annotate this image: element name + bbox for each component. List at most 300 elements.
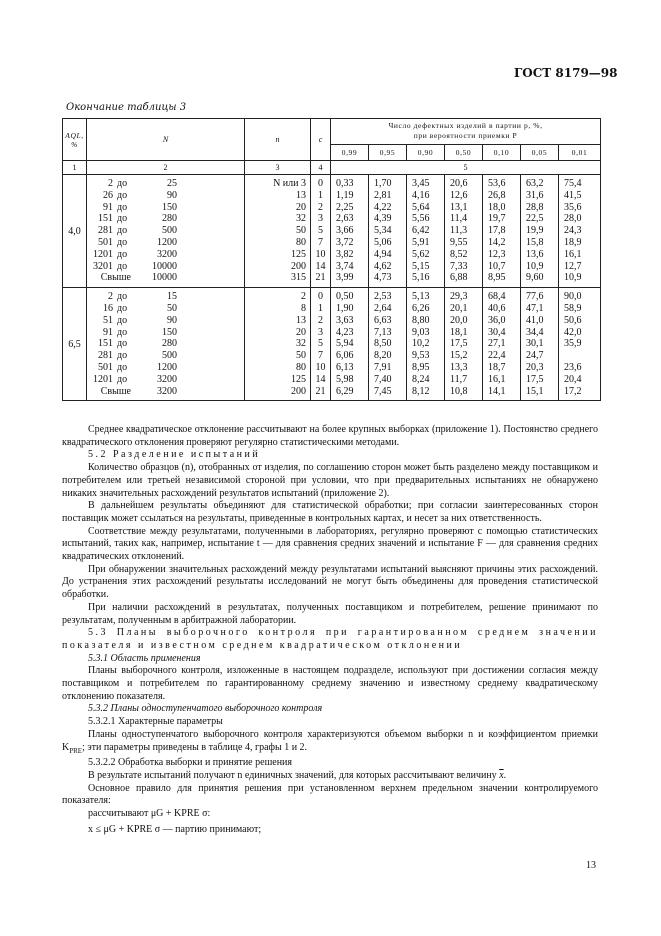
defect-percent: 13,3 xyxy=(450,361,468,373)
range-from: 151 xyxy=(98,338,113,350)
defect-percent: 24,7 xyxy=(526,350,544,362)
defect-percent: 8,52 xyxy=(450,248,468,260)
acceptance-number: 1 xyxy=(318,302,323,314)
defect-percent: 13,6 xyxy=(526,248,544,260)
defect-percent: 14,1 xyxy=(488,385,506,397)
header-probability: 0,10 xyxy=(483,145,521,161)
defect-percent: 19,9 xyxy=(526,225,544,237)
paragraph-part: В результате испытаний получают n единичных значений, для которых рассчитывают величину xyxy=(88,769,500,781)
sample-size: N или 3 xyxy=(273,178,306,189)
range-to: 10000 xyxy=(152,260,177,272)
header-defect-subtitle: при вероятности приемки P xyxy=(413,131,518,140)
page-number: 13 xyxy=(586,860,596,871)
range-from: Свыше xyxy=(100,385,131,397)
defect-percent-column xyxy=(331,288,369,401)
defect-percent: 5,16 xyxy=(412,272,430,284)
range-from: 151 xyxy=(98,213,113,225)
defect-percent: 77,6 xyxy=(526,291,544,303)
defect-percent: 7,13 xyxy=(374,326,392,338)
defect-percent: 7,91 xyxy=(374,361,392,373)
defect-percent: 6,26 xyxy=(412,302,430,314)
section-heading-5-3-1: 5.3.1 Область применения xyxy=(88,652,201,664)
defect-percent: 2,64 xyxy=(374,302,392,314)
defect-percent: 50,6 xyxy=(564,314,582,326)
range-from: 281 xyxy=(98,225,113,237)
lot-size-range xyxy=(87,350,244,362)
acceptance-number: 3 xyxy=(318,326,323,338)
range-word: до xyxy=(117,326,128,338)
header-column-number: 2 xyxy=(87,161,245,175)
header-defect-group xyxy=(331,119,601,145)
defect-percent: 1,70 xyxy=(374,178,392,189)
range-from: 2 xyxy=(108,178,113,189)
defect-percent: 17,2 xyxy=(564,385,582,397)
sample-size: 80 xyxy=(296,361,306,373)
aql-value: 6,5 xyxy=(63,288,87,401)
defect-percent: 68,4 xyxy=(488,291,506,303)
header-probability: 0,01 xyxy=(559,145,601,161)
defect-percent-column xyxy=(369,288,407,401)
header-aql: AQL, % xyxy=(63,119,87,161)
lot-size-range xyxy=(87,237,244,249)
lot-size-range xyxy=(87,249,244,261)
defect-percent: 4,73 xyxy=(374,272,392,284)
defect-percent: 5,91 xyxy=(412,236,430,248)
defect-percent: 3,63 xyxy=(336,314,354,326)
defect-percent: 9,53 xyxy=(412,350,430,362)
defect-percent: 3,72 xyxy=(336,236,354,248)
sample-size: 8 xyxy=(301,302,306,314)
defect-percent: 18,1 xyxy=(450,326,468,338)
formula: x ≤ μG + KPRE σ — партию принимают; xyxy=(88,823,262,835)
aql-value: 4,0 xyxy=(63,175,87,288)
lot-size-range xyxy=(87,261,244,273)
header-probability: 0,05 xyxy=(521,145,559,161)
defect-percent: 5,56 xyxy=(412,213,430,225)
defect-percent: 4,23 xyxy=(336,326,354,338)
paragraph: При наличии расхождений в результатах, полученных поставщиком и потребителем, решение принимают по результатам, полученным в арбитражной лаборатории. xyxy=(62,601,598,626)
range-to: 3200 xyxy=(157,385,177,397)
defect-percent: 47,1 xyxy=(526,302,544,314)
defect-percent: 20,0 xyxy=(450,314,468,326)
defect-percent: 5,13 xyxy=(412,291,430,303)
defect-percent: 53,6 xyxy=(488,178,506,189)
defect-percent: 2,25 xyxy=(336,201,354,213)
defect-percent: 1,19 xyxy=(336,189,354,201)
range-word: до xyxy=(117,373,128,385)
sample-size: 315 xyxy=(291,272,306,284)
defect-percent: 24,3 xyxy=(564,225,582,237)
defect-percent: 8,95 xyxy=(488,272,506,284)
range-word: до xyxy=(117,178,128,189)
defect-percent-column xyxy=(369,175,407,288)
defect-percent-column xyxy=(483,175,521,288)
paragraph-part: . xyxy=(503,769,507,781)
lot-size-range xyxy=(87,272,244,284)
acceptance-number: 1 xyxy=(318,189,323,201)
range-to: 500 xyxy=(162,225,177,237)
defect-percent: 11,3 xyxy=(450,225,468,237)
document-code: ГОСТ 8179—98 xyxy=(514,66,618,80)
lot-size-list xyxy=(87,175,245,288)
paragraph: При обнаружении значительных расхождений между результатами испытаний выясняют причины этих расхождений. До устранения этих расхождений результаты исследований не могут быть объединены для проведения статистической обработки. xyxy=(62,563,598,601)
defect-percent: 3,66 xyxy=(336,225,354,237)
range-to: 10000 xyxy=(152,272,177,284)
x-bar-symbol: $\overline{x}$ xyxy=(499,769,504,781)
defect-percent: 8,50 xyxy=(374,338,392,350)
lot-size-range xyxy=(87,327,244,339)
defect-percent: 9,03 xyxy=(412,326,430,338)
defect-percent: 8,80 xyxy=(412,314,430,326)
range-word: до xyxy=(117,213,128,225)
range-word: до xyxy=(117,248,128,260)
defect-percent: 4,39 xyxy=(374,213,392,225)
lot-size-range xyxy=(87,178,244,190)
range-from: 1201 xyxy=(93,373,113,385)
acceptance-number: 21 xyxy=(315,272,326,284)
defect-percent: 19,7 xyxy=(488,213,506,225)
defect-percent: 2,81 xyxy=(374,189,392,201)
section-heading-5-3: 5.3 Планы выборочного контроля при гарантированном среднем значении показателя и известном среднем квадратическом отклонении xyxy=(62,627,598,651)
defect-percent: 16,1 xyxy=(564,248,582,260)
defect-percent: 4,16 xyxy=(412,189,430,201)
defect-percent: 17,5 xyxy=(450,338,468,350)
defect-percent: 35,6 xyxy=(564,201,582,213)
range-to: 500 xyxy=(162,350,177,362)
defect-percent: 20,4 xyxy=(564,373,582,385)
paragraph: Количество образцов (n), отобранных от изделия, по соглашению сторон может быть разделено между поставщиком и потребителем или третьей независимой стороной при условии, что при предварительных испытаниях не обнаружено никаких значительных расхождений результатов испытаний (приложение 2). xyxy=(62,462,598,499)
defect-percent: 2,63 xyxy=(336,213,354,225)
range-to: 280 xyxy=(162,338,177,350)
defect-percent: 18,9 xyxy=(564,236,582,248)
defect-percent: 34,4 xyxy=(526,326,544,338)
header-column-number: 5 xyxy=(331,161,601,175)
range-word: до xyxy=(117,201,128,213)
sample-size: 13 xyxy=(296,314,306,326)
paragraph: Основное правило для принятия решения при установленном верхнем предельном значении контролируемого показателя: xyxy=(62,782,598,807)
lot-size-range xyxy=(87,213,244,225)
defect-percent: 6,42 xyxy=(412,225,430,237)
defect-percent: 63,2 xyxy=(526,178,544,189)
range-to: 280 xyxy=(162,213,177,225)
paragraph xyxy=(62,729,598,757)
range-word: до xyxy=(117,225,128,237)
sample-size: 50 xyxy=(296,225,306,237)
range-from: 2 xyxy=(108,291,113,303)
range-to: 90 xyxy=(167,314,177,326)
defect-percent: 9,60 xyxy=(526,272,544,284)
defect-percent: 75,4 xyxy=(564,178,582,189)
defect-percent-column xyxy=(483,288,521,401)
defect-percent: 8,95 xyxy=(412,361,430,373)
section-heading-5-2: 5.2 Разделение испытаний xyxy=(88,449,261,461)
range-to: 150 xyxy=(162,201,177,213)
defect-percent: 28,0 xyxy=(564,213,582,225)
range-to: 1200 xyxy=(157,236,177,248)
defect-percent-column xyxy=(331,175,369,288)
lot-size-range xyxy=(87,303,244,315)
defect-percent: 9,55 xyxy=(450,236,468,248)
defect-percent: 10,2 xyxy=(412,338,430,350)
defect-percent: 5,62 xyxy=(412,248,430,260)
range-to: 150 xyxy=(162,326,177,338)
defect-percent-column xyxy=(521,288,559,401)
defect-percent: 1,90 xyxy=(336,302,354,314)
defect-percent: 5,06 xyxy=(374,236,392,248)
section-heading-5-3-2: 5.3.2 Планы одноступенчатого выборочного контроля xyxy=(88,703,323,715)
defect-percent: 5,15 xyxy=(412,260,430,272)
defect-percent: 26,8 xyxy=(488,189,506,201)
defect-percent: 41,5 xyxy=(564,189,582,201)
range-from: 91 xyxy=(103,201,113,213)
defect-percent: 3,99 xyxy=(336,272,354,284)
defect-percent: 18,7 xyxy=(488,361,506,373)
range-word: до xyxy=(117,361,128,373)
sample-size: 80 xyxy=(296,236,306,248)
sample-size: 125 xyxy=(291,373,306,385)
paragraph: В дальнейшем результаты объединяют для статистической обработки; при согласии заинтересованных сторон поставщик может ссылаться на результаты, приведенные в контрольных картах, и несет за них ответственность. xyxy=(62,500,598,524)
range-from: 1201 xyxy=(93,248,113,260)
range-word: до xyxy=(117,302,128,314)
defect-percent: 42,0 xyxy=(564,326,582,338)
defect-percent: 90,0 xyxy=(564,291,582,303)
lot-size-range xyxy=(87,202,244,214)
range-to: 3200 xyxy=(157,373,177,385)
defect-percent: 5,34 xyxy=(374,225,392,237)
defect-percent: 8,12 xyxy=(412,385,430,397)
defect-percent: 3,45 xyxy=(412,178,430,189)
defect-percent: 10,7 xyxy=(488,260,506,272)
range-to: 3200 xyxy=(157,248,177,260)
sample-size: 200 xyxy=(291,385,306,397)
header-column-number: 4 xyxy=(311,161,331,175)
defect-percent: 4,94 xyxy=(374,248,392,260)
header-acceptance-number: c xyxy=(311,119,331,161)
defect-percent: 6,63 xyxy=(374,314,392,326)
defect-percent: 11,7 xyxy=(450,373,468,385)
defect-percent: 7,40 xyxy=(374,373,392,385)
formula: рассчитывают μG + KPRE σ: xyxy=(88,808,211,820)
defect-percent: 0,50 xyxy=(336,291,354,303)
subscript: PRE xyxy=(69,746,83,755)
sample-size: 125 xyxy=(291,248,306,260)
lot-size-list xyxy=(87,288,245,401)
sample-size: 13 xyxy=(296,189,306,201)
lot-size-range xyxy=(87,362,244,374)
defect-percent: 22,4 xyxy=(488,350,506,362)
range-from: 281 xyxy=(98,350,113,362)
paragraph: Соответствие между результатами, полученными в лабораториях, регулярно проверяют с помощью статистических испытаний, таких как, например, испытание t — для сравнения средних значений и испытание F — для сравнения средних квадратических отклонений. xyxy=(62,525,598,563)
defect-percent: 2,53 xyxy=(374,291,392,303)
defect-percent: 7,33 xyxy=(450,260,468,272)
range-from: 26 xyxy=(103,189,113,201)
acceptance-number: 14 xyxy=(315,373,326,385)
defect-percent: 36,0 xyxy=(488,314,506,326)
range-from: 501 xyxy=(98,361,113,373)
lot-size-range xyxy=(87,386,244,398)
range-word: до xyxy=(117,260,128,272)
defect-percent-column xyxy=(521,175,559,288)
defect-percent: 18,0 xyxy=(488,201,506,213)
sample-size-list xyxy=(245,288,311,401)
defect-percent: 3,74 xyxy=(336,260,354,272)
defect-percent: 27,1 xyxy=(488,338,506,350)
acceptance-number: 7 xyxy=(318,350,323,362)
defect-percent: 35,9 xyxy=(564,338,582,350)
acceptance-number-list xyxy=(311,175,331,288)
defect-percent: 6,13 xyxy=(336,361,354,373)
defect-percent: 23,6 xyxy=(564,361,582,373)
defect-percent: 3,82 xyxy=(336,248,354,260)
paragraph: Планы выборочного контроля, изложенные в настоящем подразделе, используют при достижении согласия между поставщиком и потребителем по гарантированному среднему значению и известному среднему квадратическому отклонению показателя. xyxy=(62,665,598,702)
defect-percent: 15,8 xyxy=(526,236,544,248)
defect-percent: 29,3 xyxy=(450,291,468,303)
defect-percent: 41,0 xyxy=(526,314,544,326)
header-lot-size: N xyxy=(87,119,245,161)
defect-percent-column xyxy=(559,288,601,401)
sample-size: 20 xyxy=(296,326,306,338)
lot-size-range xyxy=(87,315,244,327)
range-from: 3201 xyxy=(93,260,113,272)
defect-percent: 15,2 xyxy=(450,350,468,362)
range-from: 91 xyxy=(103,326,113,338)
defect-percent-column xyxy=(407,288,445,401)
acceptance-number: 21 xyxy=(315,385,326,397)
defect-percent: 12,6 xyxy=(450,189,468,201)
acceptance-number: 5 xyxy=(318,225,323,237)
lot-size-range xyxy=(87,190,244,202)
defect-percent-column xyxy=(407,175,445,288)
defect-percent: 10,8 xyxy=(450,385,468,397)
lot-size-range xyxy=(87,291,244,303)
sample-size: 32 xyxy=(296,338,306,350)
sample-size: 20 xyxy=(296,201,306,213)
defect-percent: 20,1 xyxy=(450,302,468,314)
defect-percent-column xyxy=(445,288,483,401)
defect-percent: 17,5 xyxy=(526,373,544,385)
header-column-number: 3 xyxy=(245,161,311,175)
header-probability: 0,99 xyxy=(331,145,369,161)
header-probability: 0,95 xyxy=(369,145,407,161)
defect-percent: 16,1 xyxy=(488,373,506,385)
defect-percent: 12,3 xyxy=(488,248,506,260)
defect-percent: 30,1 xyxy=(526,338,544,350)
acceptance-number: 2 xyxy=(318,201,323,213)
defect-percent: 20,6 xyxy=(450,178,468,189)
defect-percent: 12,7 xyxy=(564,260,582,272)
header-sample-size: n xyxy=(245,119,311,161)
section-heading-5-3-2-1: 5.3.2.1 Характерные параметры xyxy=(88,716,223,728)
range-from: 501 xyxy=(98,236,113,248)
lot-size-range xyxy=(87,225,244,237)
range-to: 25 xyxy=(167,178,177,189)
acceptance-number: 10 xyxy=(315,248,326,260)
sample-size: 50 xyxy=(296,350,306,362)
lot-size-range xyxy=(87,374,244,386)
acceptance-number: 0 xyxy=(318,178,323,189)
paragraph: Среднее квадратическое отклонение рассчитывают на более крупных выборках (приложение 1). Постоянство среднего квадратического отклонения проверяют регулярно статистическими методами. xyxy=(62,424,598,448)
range-to: 50 xyxy=(167,302,177,314)
defect-percent: 4,62 xyxy=(374,260,392,272)
paragraph-part: ; эти параметры приведены в таблице 4, графы 1 и 2. xyxy=(82,741,308,753)
acceptance-number: 14 xyxy=(315,260,326,272)
defect-percent: 30,4 xyxy=(488,326,506,338)
lot-size-range xyxy=(87,338,244,350)
defect-percent: 28,8 xyxy=(526,201,544,213)
sample-size: 2 xyxy=(301,291,306,303)
defect-percent: 6,29 xyxy=(336,385,354,397)
defect-percent: 20,3 xyxy=(526,361,544,373)
sample-size-list xyxy=(245,175,311,288)
defect-percent: 40,6 xyxy=(488,302,506,314)
acceptance-number: 2 xyxy=(318,314,323,326)
defect-percent: 7,45 xyxy=(374,385,392,397)
header-probability: 0,50 xyxy=(445,145,483,161)
defect-percent: 5,98 xyxy=(336,373,354,385)
defect-percent: 14,2 xyxy=(488,236,506,248)
defect-percent: 15,1 xyxy=(526,385,544,397)
defect-percent xyxy=(564,350,600,362)
acceptance-number: 10 xyxy=(315,361,326,373)
section-heading-5-3-2-2: 5.3.2.2 Обработка выборки и принятие решения xyxy=(88,757,293,769)
range-to: 15 xyxy=(167,291,177,303)
range-from: 51 xyxy=(103,314,113,326)
defect-percent-column xyxy=(445,175,483,288)
defect-percent: 5,64 xyxy=(412,201,430,213)
acceptance-number-list xyxy=(311,288,331,401)
range-word: до xyxy=(117,236,128,248)
defect-percent: 58,9 xyxy=(564,302,582,314)
defect-percent: 8,20 xyxy=(374,350,392,362)
defect-percent: 10,9 xyxy=(526,260,544,272)
header-column-number: 1 xyxy=(63,161,87,175)
defect-percent: 31,6 xyxy=(526,189,544,201)
defect-percent: 13,1 xyxy=(450,201,468,213)
range-from: Свыше xyxy=(100,272,131,284)
defect-percent: 11,4 xyxy=(450,213,468,225)
range-word: до xyxy=(117,338,128,350)
defect-percent: 6,88 xyxy=(450,272,468,284)
acceptance-number: 0 xyxy=(318,291,323,303)
range-to: 1200 xyxy=(157,361,177,373)
defect-percent: 0,33 xyxy=(336,178,354,189)
defect-percent: 5,94 xyxy=(336,338,354,350)
acceptance-number: 7 xyxy=(318,236,323,248)
defect-percent: 8,24 xyxy=(412,373,430,385)
range-from: 16 xyxy=(103,302,113,314)
defect-percent: 4,22 xyxy=(374,201,392,213)
sample-size: 200 xyxy=(291,260,306,272)
defect-percent: 10,9 xyxy=(564,272,582,284)
defect-table xyxy=(62,118,601,401)
defect-percent: 17,8 xyxy=(488,225,506,237)
sample-size: 32 xyxy=(296,213,306,225)
header-defect-title: Число дефектных изделий в партии p, %, xyxy=(388,121,543,130)
paragraph xyxy=(62,770,598,783)
range-word: до xyxy=(117,314,128,326)
defect-percent: 6,06 xyxy=(336,350,354,362)
defect-percent-column xyxy=(559,175,601,288)
defect-percent: 22,5 xyxy=(526,213,544,225)
body-text xyxy=(62,424,598,837)
table-caption: Окончание таблицы 3 xyxy=(66,102,187,113)
acceptance-number: 3 xyxy=(318,213,323,225)
acceptance-number: 5 xyxy=(318,338,323,350)
range-word: до xyxy=(117,189,128,201)
header-probability: 0,90 xyxy=(407,145,445,161)
range-to: 90 xyxy=(167,189,177,201)
range-word: до xyxy=(117,350,128,362)
